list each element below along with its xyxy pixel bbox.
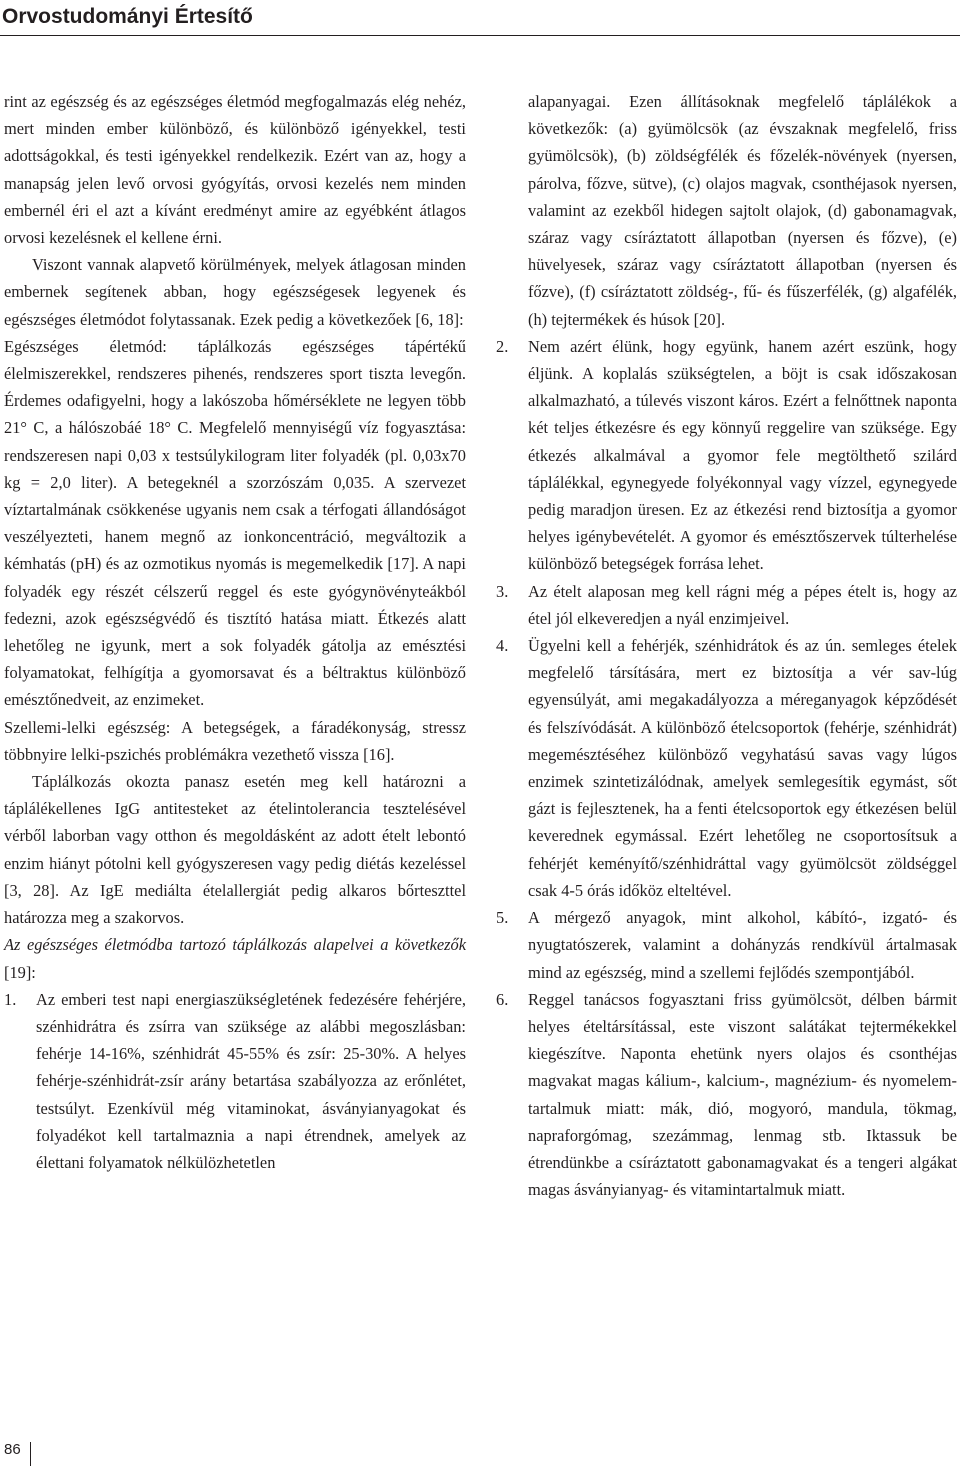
list-text-3: Az ételt alaposan meg kell rágni még a pépes ételt is, hogy az étel jól elkeveredjen a nyál enzimjeivel. [528, 581, 957, 628]
list-number-2: 2. [496, 336, 509, 356]
list-number-4: 4. [496, 636, 509, 656]
paragraph-basics: Viszont vannak alapvető körülmények, melyek átlagosan minden embernek segítenek abban, hogy egészségesek legyenek és egészséges életmódot folytassanak. Ezek pedig a következőek [6, 18]: [4, 255, 466, 329]
list-number-3: 3. [496, 581, 509, 601]
list-item-2 [496, 333, 957, 578]
list-text-4: Ügyelni kell a fehérjék, szénhidrátok és az ún. semleges ételek megfelelő társítására, mert ez biztosítja a vér sav-lúg egyensúlyát, ami megakadályozza a méreganyagok képződését és felszívódását. A különböző ételcsoportok (fehérje, szénhidrát) megemésztéséhez különböző vegyhatású savas vagy lúgos enzimek szintetizálódnak, amelyek semlegesítik egymást, sőt gázt is fejlesztenek, ha a fenti ételcsoportok egy étkezésen belül keverednek egymással. Ezért lehetőleg ne csoportosítsuk a fehérjét keményítő/szénhidráttal vagy gyümölcsöt zöldséggel csak 4-5 órás időköz elteltével. [528, 636, 957, 900]
list-number-1: 1. [4, 989, 17, 1009]
list-text-5: A mérgező anyagok, mint alkohol, kábító-, izgató- és nyugtatószerek, valamint a dohányzás rendkívül ártalmasak mind az egészség, mind a szellemi fejlődés szempontjából. [528, 908, 957, 982]
list-text-1-continued: alapanyagai. Ezen állításoknak megfelelő táplálékok a következők: (a) gyümölcsök (az évszaknak megfelelő, friss gyümölcsök), (b) zöldségfélék és főzelék-növények (nyersen, párolva, főzve, sütve), (c) olajos magvak, csonthéjasok nyersen, valamint az ezekből hidegen sajtolt olajok, (d) gabonamagvak, száraz vagy csíráztatott állapotban (nyersen és főzve), (e) hüvelyesek, száraz vagy csíráztatott állapotban (nyersen és főzve), (f) csíráztatott zöldség-, fű- és fűszerfélék, (g) algafélék, (h) tejtermékek és húsok [20]. [528, 92, 957, 329]
list-item-5 [496, 904, 957, 986]
paragraph-food-intolerance: Táplálkozás okozta panasz esetén meg kell határozni a táplálékellenes IgG antitesteket az ételintolerancia tesztelésével vérből laborban vagy otthon és megoldásként az adott ételt lebontó enzim hiányt pótolni kell gyógyszeresen vagy pedig diétás kezeléssel [3, 28]. Az IgE mediálta ételallergiát pedig alkaros bőrteszttel határozza meg a szakorvos. [4, 772, 466, 928]
right-column [496, 88, 957, 1203]
list-text-6: Reggel tanácsos fogyasztani friss gyümölcsöt, délben bármit helyes ételtársítással, este viszont salátákat tejtermékekkel kiegészítve. Naponta ehetünk nyers olajos és csonthéjas magvakat magas kálium-, kalcium-, magnézium- és nyomelem-tartalmuk miatt: mák, dió, mogyoró, mandula, tökmag, napraforgómag, szezámmag, lenmag stb. Iktassuk be étrendünkbe a csíráztatott gabonamagvakat és a tengeri algákat magas ásványianyag- és vitamintartalmuk miatt. [528, 989, 957, 1200]
footer-rule [30, 1442, 31, 1466]
paragraph-intro: rint az egészség és az egészséges életmód megfogalmazás elég nehéz, mert minden ember különböző, és különböző igényekkel, testi adottságokkal, és testi igényekkel rendelkezik. Ezért van az, hogy a manapság jelen levő orvosi gyógyítás, orvosi kezelés nem minden embernél éri el azt a kívánt eredményt amire az egyébként átlagos orvosi kezelésnek el kellene érni. [4, 92, 466, 248]
list-item-1-continued [496, 88, 957, 333]
principles-heading-ref: [19]: [4, 962, 36, 982]
paragraph-principles-heading [4, 931, 466, 985]
list-item-3 [496, 578, 957, 632]
list-item-1 [4, 986, 466, 1176]
list-number-6: 6. [496, 989, 509, 1009]
list-number-5: 5. [496, 908, 509, 928]
paragraph-mental-health: Szellemi-lelki egészség: A betegségek, a fáradékonyság, stressz többnyire lelki-pszichés problémákra vezethető vissza [16]. [4, 717, 466, 764]
list-text-1: Az emberi test napi energiaszükségletének fedezésére fehérjére, szénhidrátra és zsírra van szüksége az alábbi megoszlásban: fehérje 14-16%, szénhidrát 45-55% és zsír: 25-30%. A helyes fehérje-szénhidrát-zsír arány betartása szabályozza az erőnlétet, testsúlyt. Ezenkívül még vitaminokat, ásványianyagokat és folyadékot kell tartalmaznia a napi étrendnek, amelyek az élettani folyamatok nélkülözhetetlen [36, 989, 466, 1172]
list-text-2: Nem azért élünk, hogy együnk, hanem azért eszünk, hogy éljünk. A koplalás szükségtelen, a böjt is csak időszakosan alkalmazható, a túlevés viszont káros. Ezért a felnőttnek naponta két teljes étkezésre és egy könnyű reggelire van szüksége. Egy étkezés alkalmával a gyomor fele megtölthető szilárd táplálékkal, egynegyede folyékonnyal vagy vízzel, egynegyede pedig maradjon üresen. Ez az étkezési rend biztosítja a gyomor helyes igénybevételét. A gyomor és emésztőszervek túlterhelése különböző betegségek forrása lehet. [528, 336, 957, 574]
left-column [4, 88, 466, 1176]
header-rule [0, 35, 960, 36]
list-item-6 [496, 986, 957, 1204]
list-item-4 [496, 632, 957, 904]
paragraph-healthy-lifestyle: Egészséges életmód: táplálkozás egészséges tápértékű élelmiszerekkel, rendszeres pihenés, rendszeres sport tiszta levegőn. Érdemes odafigyelni, hogy a lakószoba hőmérséklete ne legyen több 21° C, a hálószobáé 18° C. Megfelelő mennyiségű víz fogyasztása: rendszeresen napi 0,03 x testsúlykilogram liter folyadék (pl. 0,03x70 kg = 2,0 liter). A betegeknél a szorzószám 0,035. A szervezet víztartalmának csökkenése ugyanis nem csak a térfogati állandóságot veszélyezteti, hanem megnő az ionkoncentráció, megváltozik a kémhatás (pH) és az ozmotikus nyomás is megemelkedik [17]. A napi folyadék egy részét célszerű reggel és este gyógynövényteákból fedezni, azok egészségvédő és tisztító hatása miatt. Étkezés alatt lehetőleg ne igyunk, mert a sok folyadék gátolja az emésztési folyamatokat, felhígítja a gyomorsavat és a béltraktus különböző emésztőnedveit, az enzimeket. [4, 336, 466, 710]
principles-heading-italic: Az egészséges életmódba tartozó táplálkozás alapelvei a következők [4, 935, 466, 955]
journal-title: Orvostudományi Értesítő [2, 5, 253, 28]
page-number: 86 [4, 1441, 21, 1458]
